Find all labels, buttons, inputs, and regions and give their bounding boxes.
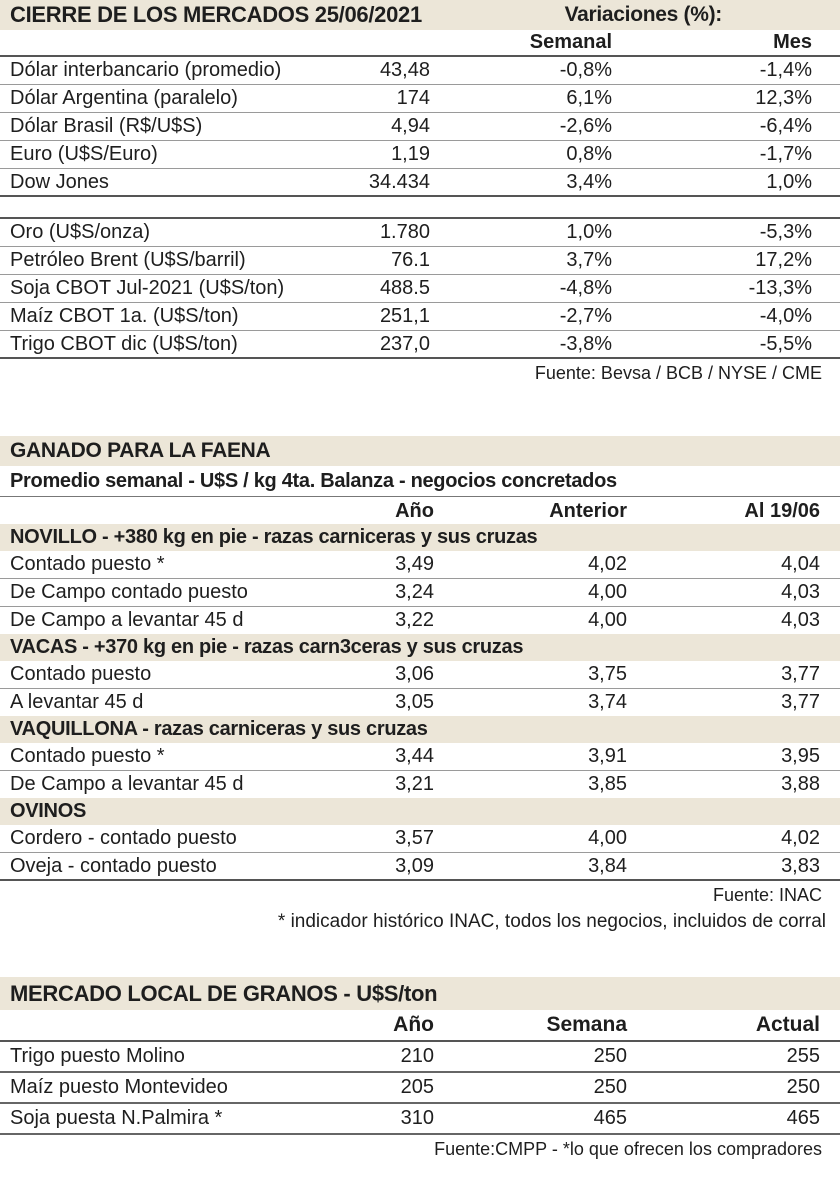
grains-column-headers (0, 1010, 840, 1042)
row-mes: -1,4% (759, 59, 812, 81)
col-header-ano: Año (393, 1013, 434, 1036)
row-semanal: 3,4% (566, 170, 612, 193)
row-anterior: 4,02 (588, 553, 627, 575)
row-anterior: 4,00 (588, 827, 627, 849)
group-header-band (0, 524, 840, 551)
col-header-al-19-06: Al 19/06 (744, 499, 820, 522)
row-label: Dólar interbancario (promedio) (10, 59, 282, 81)
grains-source: Fuente:CMPP - *lo que ofrecen los compradores (434, 1139, 822, 1159)
row-ano: 3,05 (395, 691, 434, 713)
group-header-label: VAQUILLONA - razas carniceras y sus cruzas (10, 718, 428, 740)
row-label: Petróleo Brent (U$S/barril) (10, 249, 246, 271)
row-ano: 3,44 (395, 745, 434, 767)
row-mes: -6,4% (759, 115, 812, 137)
table-row (0, 57, 840, 85)
row-al-19-06: 3,83 (781, 854, 820, 877)
row-semanal: 3,7% (566, 249, 612, 271)
row-mes: 1,0% (766, 170, 812, 193)
row-semanal: 6,1% (566, 87, 612, 109)
group-header-band (0, 716, 840, 743)
row-semanal: 0,8% (566, 143, 612, 165)
grains-rows (0, 1042, 840, 1135)
row-label: Contado puesto * (10, 745, 165, 767)
row-semanal: -2,6% (559, 115, 612, 137)
row-label: Dólar Brasil (R$/U$S) (10, 115, 203, 137)
col-header-mes: Mes (773, 31, 812, 53)
row-semanal: -2,7% (559, 305, 612, 327)
row-al-19-06: 4,04 (781, 553, 820, 575)
group-rows (0, 825, 840, 881)
cattle-groups (0, 524, 840, 881)
cattle-group (0, 716, 840, 799)
row-ano: 205 (400, 1076, 434, 1098)
markets-source: Fuente: Bevsa / BCB / NYSE / CME (534, 363, 822, 383)
cattle-title-band (0, 436, 840, 466)
row-label: Maíz CBOT 1a. (U$S/ton) (10, 305, 239, 327)
row-value: 76.1 (391, 249, 430, 271)
group-rows (0, 743, 840, 799)
row-ano: 310 (400, 1107, 434, 1129)
table-row (0, 113, 840, 141)
row-label: Dólar Argentina (paralelo) (10, 87, 238, 109)
cattle-group (0, 524, 840, 635)
grains-title-band (0, 977, 840, 1010)
row-label: Soja puesta N.Palmira * (10, 1107, 223, 1129)
row-ano: 3,22 (395, 609, 434, 631)
row-mes: -13,3% (748, 277, 812, 299)
row-al-19-06: 3,77 (781, 691, 820, 713)
row-label: Oro (U$S/onza) (10, 221, 151, 243)
grains-section (0, 977, 840, 1162)
row-semana: 250 (593, 1076, 627, 1098)
row-mes: -5,3% (759, 221, 812, 243)
cattle-group (0, 798, 840, 881)
col-header-actual: Actual (755, 1013, 820, 1036)
row-anterior: 3,74 (588, 691, 627, 713)
group-header-label: VACAS - +370 kg en pie - razas carn3ceras y sus cruzas (10, 636, 524, 658)
row-value: 488.5 (379, 277, 430, 299)
group-header-label: NOVILLO - +380 kg en pie - razas carniceras y sus cruzas (10, 526, 538, 548)
group-rows (0, 661, 840, 717)
table-row (0, 743, 840, 771)
row-actual: 250 (786, 1076, 820, 1098)
cattle-section (0, 436, 840, 933)
row-label: Dow Jones (10, 170, 109, 193)
row-value: 1,19 (391, 143, 430, 165)
table-row (0, 853, 840, 881)
table-row (0, 141, 840, 169)
row-value: 1.780 (379, 221, 430, 243)
row-value: 4,94 (391, 115, 430, 137)
table-row (0, 275, 840, 303)
row-ano: 3,09 (395, 854, 434, 877)
row-label: Trigo CBOT dic (U$S/ton) (10, 332, 238, 355)
table-row (0, 331, 840, 359)
row-actual: 465 (786, 1107, 820, 1129)
row-label: Oveja - contado puesto (10, 854, 217, 877)
markets-column-headers (0, 30, 840, 57)
row-al-19-06: 3,77 (781, 663, 820, 685)
row-label: Trigo puesto Molino (10, 1045, 185, 1067)
group-rows (0, 551, 840, 635)
markets-spacer-row (0, 197, 840, 219)
row-label: De Campo a levantar 45 d (10, 773, 244, 795)
row-semanal: -0,8% (559, 59, 612, 81)
row-al-19-06: 4,03 (781, 609, 820, 631)
row-mes: -5,5% (759, 332, 812, 355)
table-row (0, 219, 840, 247)
row-label: Contado puesto (10, 663, 152, 685)
row-mes: -4,0% (759, 305, 812, 327)
row-ano: 3,24 (395, 581, 434, 603)
table-row (0, 689, 840, 717)
row-mes: 12,3% (755, 87, 812, 109)
row-anterior: 4,00 (588, 609, 627, 631)
row-semana: 465 (593, 1107, 627, 1129)
row-label: A levantar 45 d (10, 691, 144, 713)
variations-label: Variaciones (%): (564, 3, 722, 26)
group-header-band (0, 798, 840, 825)
row-al-19-06: 3,95 (781, 745, 820, 767)
row-label: Soja CBOT Jul-2021 (U$S/ton) (10, 277, 285, 299)
row-label: Euro (U$S/Euro) (10, 143, 158, 165)
cattle-title: GANADO PARA LA FAENA (10, 439, 271, 462)
row-al-19-06: 4,03 (781, 581, 820, 603)
row-label: Cordero - contado puesto (10, 827, 237, 849)
row-anterior: 4,00 (588, 581, 627, 603)
row-al-19-06: 3,88 (781, 773, 820, 795)
row-anterior: 3,91 (588, 745, 627, 767)
markets-section (0, 0, 840, 386)
row-value: 174 (396, 87, 430, 109)
cattle-source: Fuente: INAC (712, 885, 822, 905)
table-row (0, 661, 840, 689)
row-semanal: -4,8% (559, 277, 612, 299)
table-row (0, 825, 840, 853)
table-row (0, 579, 840, 607)
row-value: 237,0 (379, 332, 430, 355)
markets-rows-bottom (0, 219, 840, 359)
table-row (0, 607, 840, 635)
row-ano: 210 (400, 1045, 434, 1067)
cattle-subtitle: Promedio semanal - U$S / kg 4ta. Balanza - negocios concretados (0, 466, 840, 497)
group-header-band (0, 634, 840, 661)
col-header-semanal: Semanal (529, 31, 612, 53)
row-ano: 3,06 (395, 663, 434, 685)
table-row (0, 169, 840, 197)
row-anterior: 3,75 (588, 663, 627, 685)
row-actual: 255 (786, 1045, 820, 1067)
row-semanal: -3,8% (559, 332, 612, 355)
row-value: 251,1 (379, 305, 430, 327)
row-label: Contado puesto * (10, 553, 165, 575)
table-row (0, 1104, 840, 1135)
row-value: 43,48 (379, 59, 430, 81)
cattle-group (0, 634, 840, 717)
cattle-column-headers (0, 497, 840, 525)
row-ano: 3,49 (395, 553, 434, 575)
markets-rows-top (0, 57, 840, 197)
table-row (0, 551, 840, 579)
row-semana: 250 (593, 1045, 627, 1067)
markets-title: CIERRE DE LOS MERCADOS 25/06/2021 (10, 2, 422, 27)
table-row (0, 1042, 840, 1073)
col-header-semana: Semana (546, 1013, 627, 1036)
row-ano: 3,21 (395, 773, 434, 795)
row-semanal: 1,0% (566, 221, 612, 243)
row-ano: 3,57 (395, 827, 434, 849)
table-row (0, 303, 840, 331)
row-label: De Campo a levantar 45 d (10, 609, 244, 631)
markets-title-band (0, 0, 840, 30)
table-row (0, 771, 840, 799)
row-anterior: 3,85 (588, 773, 627, 795)
row-anterior: 3,84 (588, 854, 627, 877)
cattle-footnote: * indicador histórico INAC, todos los negocios, incluidos de corral (277, 911, 826, 932)
row-label: De Campo contado puesto (10, 581, 248, 603)
table-row (0, 1073, 840, 1104)
col-header-ano: Año (395, 499, 434, 522)
table-row (0, 247, 840, 275)
row-mes: -1,7% (759, 143, 812, 165)
col-header-anterior: Anterior (549, 499, 627, 522)
row-mes: 17,2% (755, 249, 812, 271)
grains-title: MERCADO LOCAL DE GRANOS - U$S/ton (10, 980, 438, 1006)
row-label: Maíz puesto Montevideo (10, 1076, 228, 1098)
row-value: 34.434 (368, 170, 430, 193)
row-al-19-06: 4,02 (781, 827, 820, 849)
group-header-label: OVINOS (10, 800, 86, 822)
table-row (0, 85, 840, 113)
